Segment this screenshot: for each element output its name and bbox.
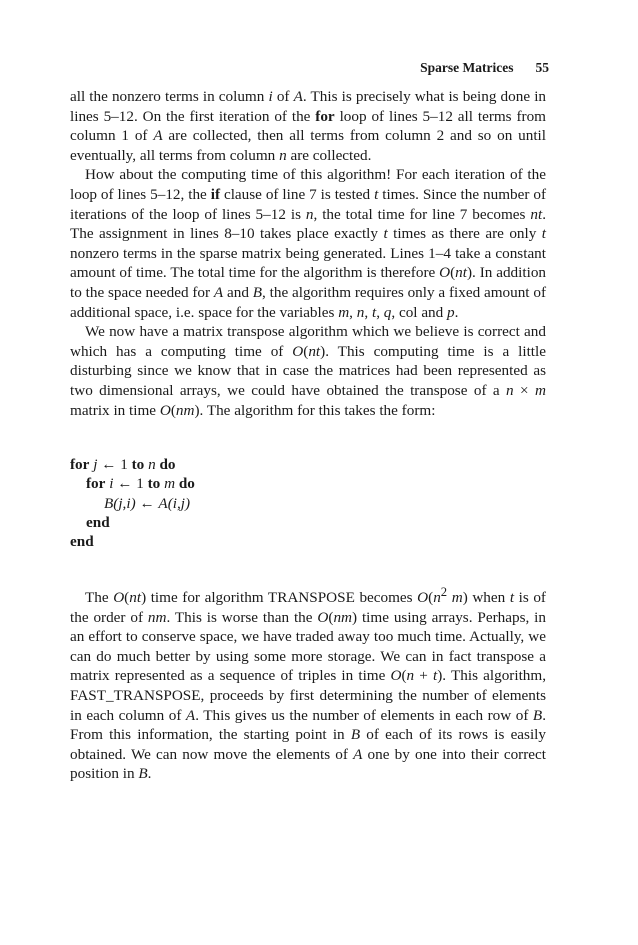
page-number: 55 [535, 60, 549, 75]
running-head [420, 60, 549, 76]
section-title: Sparse Matrices [420, 60, 514, 75]
upper-text-block [70, 87, 546, 420]
lower-text-block [70, 583, 546, 784]
paragraph-transpose-intro: We now have a matrix transpose algorithm which we believe is correct and which has a computing time of O(nt). This computing time is a little disturbing since we know that in case the matrices had been represented as two dimensional arrays, we could have obtained the transpose of a n × m matrix in time O(nm). The algorithm for this takes the form: [70, 323, 546, 419]
paragraph-continuation: all the nonzero terms in column i of A. This is precisely what is being done in lines 5–12. On the first iteration of the for loop of lines 5–12 all terms from column 1 of A are collected, then all terms from column 2 and so on until eventually, all terms from column n are collected. [70, 88, 547, 164]
algorithm-line-4: end [86, 513, 110, 531]
algorithm-line-3: B(j,i) ← A(i,j) [104, 494, 191, 512]
algorithm-line-5: end [70, 533, 94, 551]
paragraph-computing-time: How about the computing time of this algorithm! For each iteration of the loop of lines 5–12, the if clause of line 7 is tested t times. Since the number of iterations of the loop of lines 5–12 is n, the total time for line 7 becomes nt. The assignment in lines 8–10 takes place exactly t times as there are only t nonzero terms in the sparse matrix being generated. Lines 1–4 take a constant amount of time. The total time for the algorithm is therefore O(nt). In addition to the space needed for A and B, the algorithm requires only a fixed amount of additional space, i.e. space for the variables m, n, t, q, col and p. [70, 166, 547, 321]
algorithm-line-2: for i ← 1 to m do [86, 475, 195, 493]
algorithm-listing [70, 455, 195, 551]
paragraph-fast-transpose: The O(nt) time for algorithm TRANSPOSE becomes $O(n^2$ m) when t is of the order of nm. This is worse than the O(nm) time using arrays. Perhaps, in an effort to conserve space, we have traded away too much time. Actually, we can do much better by using some more storage. We can in fact transpose a matrix represented as a sequence of triples in time O(n + t). This algorithm, FAST_TRANSPOSE, proceeds by first determining the number of elements in each column of A. This gives us the number of elements in each row of B. From this information, the starting point in B of each of its rows is easily obtained. We can now move the elements of A one by one into their correct position in B. [70, 585, 546, 783]
algorithm-line-1: for j ← 1 to n do [70, 456, 176, 473]
